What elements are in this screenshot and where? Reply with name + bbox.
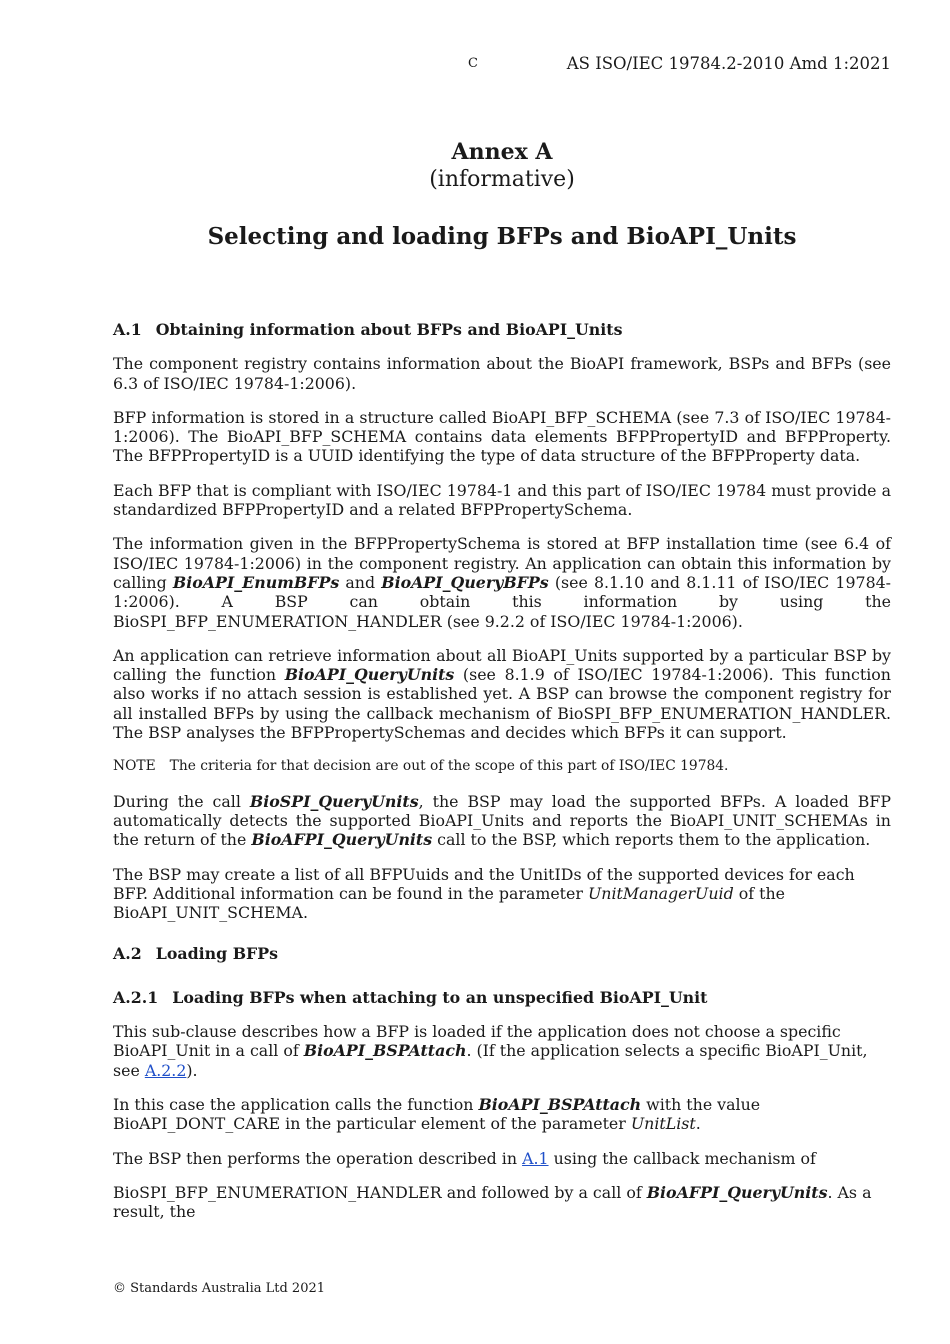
text-run: . (If the application selects a specific BioAPI_Unit, see <box>113 1041 868 1080</box>
annex-subtitle: (informative) <box>429 167 575 192</box>
text-run: call to the BSP, which reports them to the application. <box>432 830 871 850</box>
note-label: NOTE <box>113 758 156 775</box>
text-run: The BSP may create a list of all BFPUuids and the UnitIDs of the supported devices for each BFP. Additional information can be found in the parameter <box>113 864 855 903</box>
function-name: BioAPI_QueryUnits <box>284 665 455 685</box>
text-run: In this case the application calls the function <box>113 1094 479 1114</box>
function-name: BioAPI_EnumBFPs <box>172 572 340 592</box>
paragraph <box>113 1095 891 1134</box>
section-a1-heading <box>113 320 891 339</box>
text-run: ). <box>186 1060 198 1080</box>
section-number: A.2 <box>113 944 142 964</box>
header-document-id: AS ISO/IEC 19784.2-2010 Amd 1:2021 <box>566 54 891 73</box>
paragraph: Each BFP that is compliant with ISO/IEC 19784-1 and this part of ISO/IEC 19784 must provide a standardized BFPPropertyID and a related BFPPropertySchema. <box>113 480 891 520</box>
cross-reference-link-a22[interactable]: A.2.2 <box>144 1060 187 1080</box>
paragraph <box>113 865 891 923</box>
text-run: and <box>339 572 382 592</box>
text-run: of the BioAPI_UNIT_SCHEMA. <box>113 883 785 923</box>
paragraph: BFP information is stored in a structure called BioAPI_BFP_SCHEMA (see 7.3 of ISO/IEC 19784-1:2006). The BioAPI_BFP_SCHEMA contains data elements BFPPropertyID and BFPProperty. The BFPPropertyID is a UUID identifying the type of data structure of the BFPProperty data. <box>113 407 891 466</box>
text-run: , the BSP may load the supported BFPs. A loaded BFP automatically detects the supported BioAPI_Units and reports the BioAPI_UNIT_SCHEMAs in the return of the <box>113 791 891 850</box>
parameter-name: UnitList <box>630 1114 696 1134</box>
annex-title: Annex A <box>451 139 553 165</box>
text-run: This sub-clause describes how a BFP is loaded if the application does not choose a specific BioAPI_Unit in a call of <box>113 1022 841 1061</box>
paragraph <box>113 1183 891 1222</box>
text-run: The BSP then performs the operation described in <box>113 1148 523 1168</box>
paragraph <box>113 792 891 850</box>
cross-reference-link-a1[interactable]: A.1 <box>522 1148 549 1168</box>
section-number: A.1 <box>113 320 142 339</box>
section-a21-heading <box>113 988 891 1007</box>
note-text: The criteria for that decision are out of the scope of this part of ISO/IEC 19784. <box>169 758 729 775</box>
section-title: Obtaining information about BFPs and BioAPI_Units <box>155 320 623 339</box>
section-title: Loading BFPs when attaching to an unspecified BioAPI_Unit <box>172 987 708 1007</box>
text-run: (see 8.1.10 and 8.1.11 of ISO/IEC 19784-1:2006). A BSP can obtain this information by using the BioSPI_BFP_ENUMERATION_HANDLER (see 9.2.2 of ISO/IEC 19784-1:2006). <box>113 572 892 631</box>
paragraph <box>113 1149 891 1168</box>
text-run: The information given in the BFPPropertySchema is stored at BFP installation time (see 6.4 of ISO/IEC 19784-1:2006) in the component registry. An application can obtain this information by calling <box>113 534 891 592</box>
text-run: . <box>695 1114 701 1134</box>
annex-title-block <box>0 138 950 252</box>
document-body <box>113 320 891 1236</box>
function-name: BioAPI_BSPAttach <box>303 1041 467 1061</box>
text-run: . As a result, the <box>113 1182 872 1222</box>
section-a2-heading <box>113 944 891 963</box>
text-run: using the callback mechanism of <box>548 1148 816 1168</box>
section-title: Loading BFPs <box>155 944 279 964</box>
annex-heading: Selecting and loading BFPs and BioAPI_Units <box>207 223 797 250</box>
parameter-name: UnitManagerUuid <box>587 883 734 903</box>
paragraph <box>113 646 891 742</box>
function-name: BioAPI_BSPAttach <box>478 1094 642 1114</box>
text-run: with the value BioAPI_DONT_CARE in the particular element of the parameter <box>113 1094 761 1134</box>
text-run: An application can retrieve information about all BioAPI_Units supported by a particular BSP by calling the function <box>113 645 891 685</box>
function-name: BioAPI_QueryBFPs <box>381 572 549 592</box>
paragraph <box>113 1022 891 1080</box>
function-name: BioAFPI_QueryUnits <box>646 1182 828 1202</box>
note <box>113 757 891 776</box>
text-run: During the call <box>113 791 250 811</box>
paragraph <box>113 534 891 630</box>
footer-copyright: © Standards Australia Ltd 2021 <box>113 1281 326 1296</box>
paragraph: The component registry contains information about the BioAPI framework, BSPs and BFPs (see 6.3 of ISO/IEC 19784-1:2006). <box>113 354 891 393</box>
text-run: BioSPI_BFP_ENUMERATION_HANDLER and followed by a call of <box>113 1182 647 1202</box>
function-name: BioAFPI_QueryUnits <box>251 830 433 850</box>
text-run: (see 8.1.9 of ISO/IEC 19784-1:2006). This function also works if no attach session is established yet. A BSP can browse the component registry for all installed BFPs by using the callback mechanism of BioSPI_BFP_ENUMERATION_HANDLER. The BSP analyses the BFPPropertySchemas and decides which BFPs it can support. <box>113 665 891 743</box>
section-number: A.2.1 <box>113 987 159 1007</box>
function-name: BioSPI_QueryUnits <box>249 791 419 811</box>
header-mark: C <box>468 56 478 71</box>
